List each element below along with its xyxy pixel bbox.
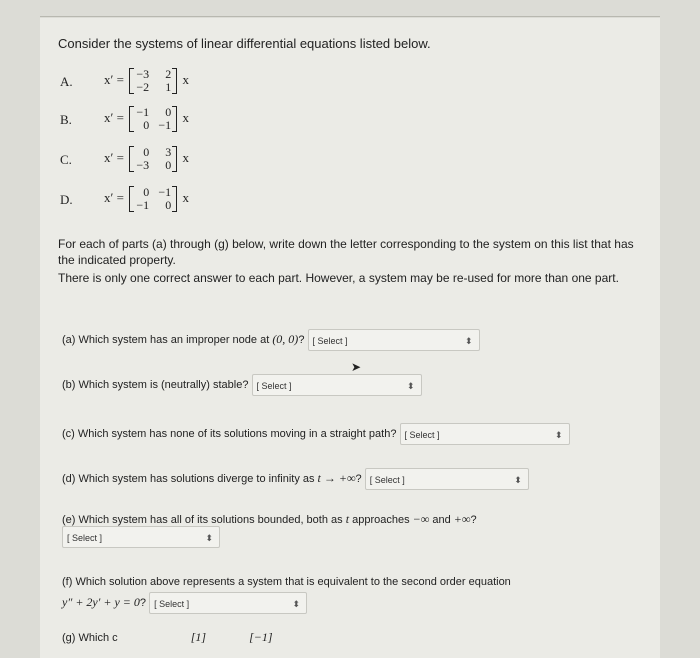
matrix-cell: 0 xyxy=(143,145,150,159)
question-text: (c) Which system has none of its solutions moving in a straight path? xyxy=(62,427,397,440)
question-b xyxy=(62,374,422,396)
rhs: x xyxy=(182,71,189,87)
question-text: (e) Which system has all of its solutions bounded, both as xyxy=(62,514,346,526)
question-e-select-row xyxy=(62,526,220,548)
select-label: [ Select ] xyxy=(67,533,103,543)
system-equation xyxy=(104,186,189,212)
matrix-cell: −1 xyxy=(136,198,150,212)
question-suffix: ? xyxy=(355,472,362,485)
matrix-cell: 0 xyxy=(165,105,172,119)
question-text: (g) Which c xyxy=(62,632,118,644)
instructions-line2: There is only one correct answer to each part. However, a system may be re-used for more than one part. xyxy=(58,271,619,285)
matrix-cell: 1 xyxy=(165,80,172,94)
matrix-cell: 0 xyxy=(143,118,150,132)
question-text: (d) Which system has solutions diverge to infinity as xyxy=(62,472,318,485)
select-label: [ Select ] xyxy=(369,475,405,485)
select-c[interactable] xyxy=(400,423,570,445)
matrix xyxy=(129,146,177,172)
system-letter: B. xyxy=(60,112,72,127)
question-g xyxy=(62,630,273,645)
select-e[interactable] xyxy=(62,526,220,548)
question-text: approaches xyxy=(349,514,413,526)
question-text: (b) Which system is (neutrally) stable? xyxy=(62,378,249,391)
matrix-cell: −3 xyxy=(136,67,150,81)
matrix-cell: 2 xyxy=(165,67,172,81)
question-text: (a) Which system has an improper node at xyxy=(62,333,273,346)
question-suffix: ? xyxy=(139,596,147,609)
question-e xyxy=(62,512,477,527)
select-b[interactable] xyxy=(252,374,422,396)
select-label: [ Select ] xyxy=(312,336,348,346)
select-a[interactable] xyxy=(308,329,480,351)
question-card xyxy=(40,18,660,658)
lhs: x′ = xyxy=(104,71,124,87)
question-text: (f) Which solution above represents a system that is equivalent to the second order equation xyxy=(62,576,511,588)
updown-arrow-icon: ⬍ xyxy=(554,430,563,440)
select-label: [ Select ] xyxy=(256,381,292,391)
matrix-cell: −1 xyxy=(158,185,172,199)
updown-arrow-icon: ⬍ xyxy=(464,336,473,346)
lhs: x′ = xyxy=(104,149,124,165)
top-divider xyxy=(40,0,660,17)
updown-arrow-icon: ⬍ xyxy=(514,475,522,485)
question-math: [−1] xyxy=(249,630,273,644)
select-d[interactable] xyxy=(365,468,529,490)
question-math: t → +∞ xyxy=(317,470,356,485)
select-label: [ Select ] xyxy=(154,599,190,609)
matrix-cell: 0 xyxy=(165,198,172,212)
question-text: and xyxy=(429,514,454,526)
lhs: x′ = xyxy=(104,189,124,205)
matrix xyxy=(129,186,177,212)
question-math: −∞ xyxy=(412,512,430,526)
question-c xyxy=(62,423,570,445)
matrix-cell: −1 xyxy=(136,105,150,119)
prompt-text: Consider the systems of linear differential equations listed below. xyxy=(58,36,431,51)
updown-arrow-icon: ⬍ xyxy=(205,533,213,543)
question-suffix: ? xyxy=(470,514,477,526)
question-math: +∞ xyxy=(453,512,471,526)
question-d xyxy=(62,468,529,490)
rhs: x xyxy=(182,149,189,165)
question-suffix: ? xyxy=(298,333,305,346)
system-letter: A. xyxy=(60,74,73,89)
matrix xyxy=(129,68,177,94)
select-label: [ Select ] xyxy=(404,430,440,440)
system-letter: D. xyxy=(60,192,73,207)
matrix-cell: 0 xyxy=(165,158,172,172)
lhs: x′ = xyxy=(104,109,124,125)
question-math: y″ + 2y′ + y = 0 xyxy=(62,594,140,609)
updown-arrow-icon: ⬍ xyxy=(292,599,301,609)
mouse-cursor-icon: ➤ xyxy=(351,360,362,374)
updown-arrow-icon: ⬍ xyxy=(406,381,415,391)
question-math: t xyxy=(345,512,350,526)
rhs: x xyxy=(182,109,189,125)
instructions-line1: For each of parts (a) through (g) below, write down the letter corresponding to the system on this list that has the indicated property. xyxy=(58,237,634,267)
matrix-cell: −3 xyxy=(136,158,150,172)
rhs: x xyxy=(182,189,189,205)
system-equation xyxy=(104,146,189,172)
matrix-cell: −1 xyxy=(158,118,172,132)
system-letter: C. xyxy=(60,152,72,167)
matrix xyxy=(129,106,177,132)
question-f-select-row xyxy=(62,592,307,614)
matrix-cell: −2 xyxy=(136,80,150,94)
question-math: (0, 0) xyxy=(272,331,299,346)
system-equation xyxy=(104,68,189,94)
matrix-cell: 0 xyxy=(143,185,150,199)
select-f[interactable] xyxy=(149,592,307,614)
question-math: [1] xyxy=(190,630,207,644)
question-f xyxy=(62,576,511,588)
matrix-cell: 3 xyxy=(165,145,172,159)
question-a xyxy=(62,329,480,351)
system-equation xyxy=(104,106,189,132)
